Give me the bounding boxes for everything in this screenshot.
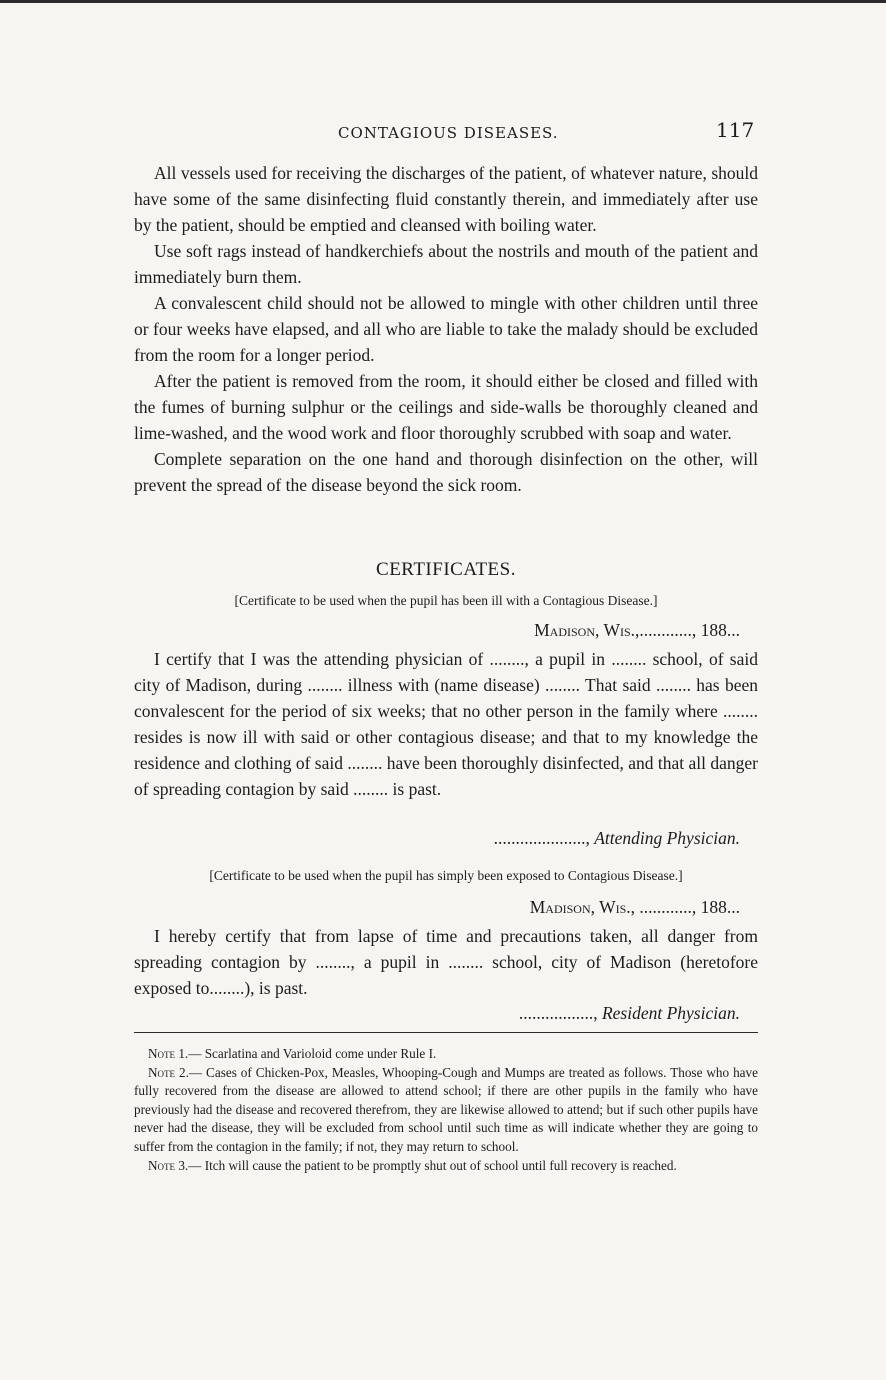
certificate-2-signature bbox=[134, 1003, 740, 1024]
paragraph-convalescent: A convalescent child should not be allowed to mingle with other children until three or four weeks have elapsed, and all who are liable to take the malady should be excluded from the room for a longer period. bbox=[134, 293, 758, 365]
note-3-text: — Itch will cause the patient to be promptly shut out of school until full recovery is reached. bbox=[188, 1157, 677, 1173]
certificate-1-caption: [Certificate to be used when the pupil has been ill with a Contagious Disease.] bbox=[234, 593, 658, 608]
body-text bbox=[134, 160, 758, 498]
certificate-1-signature-blank: ....................., bbox=[493, 828, 595, 848]
certificate-1-body bbox=[134, 646, 758, 802]
certificate-2-signature-role: Resident Physician. bbox=[601, 1003, 740, 1023]
paragraph-room-disinfection: After the patient is removed from the room, it should either be closed and filled with the fumes of burning sulphur or the ceilings and side-walls be thoroughly cleaned and lime-washed, and the wood work and floor thoroughly scrubbed with soap and water. bbox=[134, 371, 758, 443]
paragraph-soft-rags: Use soft rags instead of handkerchiefs about the nostrils and mouth of the patient and immediately burn them. bbox=[134, 241, 758, 287]
page-number: 117 bbox=[716, 118, 755, 142]
note-1-text: — Scarlatina and Varioloid come under Rule I. bbox=[188, 1046, 437, 1061]
running-head bbox=[0, 118, 886, 148]
certificate-1-place: Madison, Wis. bbox=[534, 620, 635, 640]
certificate-2-signature-blank: ................., bbox=[518, 1003, 602, 1023]
certificate-1-text: I certify that I was the attending physician of ........, a pupil in ........ school, of said city of Madison, during ........ illness with (name disease) ........ That said ........ has been convalescent for the period of six weeks; that no other person in the family where ........ resides is now ill with said or other contagious disease; and that to my knowledge the residence and clothing of said ........ have been thoroughly disinfected, and that all danger of spreading contagion by said ........ is past. bbox=[134, 649, 758, 799]
certificate-2-body bbox=[134, 923, 758, 1001]
certificate-1-date-blank: ,............, 188... bbox=[635, 620, 740, 640]
certificate-2-dateline bbox=[134, 897, 740, 918]
certificate-2-text: I hereby certify that from lapse of time and precautions taken, all danger from spreading contagion by ........, a pupil in ........ school, city of Madison (heretofore exposed to........), is past. bbox=[134, 926, 758, 998]
certificates-heading: CERTIFICATES. bbox=[376, 559, 516, 580]
certificate-2-date-blank: , ............, 188... bbox=[630, 897, 740, 917]
certificate-1-signature bbox=[134, 828, 740, 849]
note-1 bbox=[134, 1045, 758, 1064]
paragraph-separation: Complete separation on the one hand and thorough disinfection on the other, will prevent the spread of the disease beyond the sick room. bbox=[134, 449, 758, 495]
running-title: CONTAGIOUS DISEASES. bbox=[338, 124, 559, 142]
certificate-2-place: Madison, Wis. bbox=[529, 897, 631, 917]
note-2 bbox=[134, 1064, 758, 1157]
certificate-2-caption: [Certificate to be used when the pupil has simply been exposed to Contagious Disease.] bbox=[209, 868, 683, 883]
note-1-label: Note 1. bbox=[148, 1046, 189, 1061]
certificate-1-signature-role: Attending Physician. bbox=[594, 828, 740, 848]
note-3 bbox=[134, 1157, 758, 1176]
footnotes bbox=[134, 1045, 758, 1175]
top-border-rule bbox=[0, 0, 886, 3]
note-2-text: — Cases of Chicken-Pox, Measles, Whooping-Cough and Mumps are treated as follows. Those who have fully recovered from the disease are allowed to attend school; if there are other pupils in the family who have previously had the disease and recovered therefrom, they are likewise allowed to attend; but if such other pupils have never had the disease, they will be excluded from school until such time as will indicate whether they are going to suffer from the contagion in the family; if not, they may return to school. bbox=[134, 1064, 758, 1154]
footnote-separator bbox=[134, 1032, 758, 1033]
note-3-label: Note 3. bbox=[148, 1157, 189, 1173]
certificate-1-dateline bbox=[134, 620, 740, 641]
paragraph-vessels: All vessels used for receiving the discharges of the patient, of whatever nature, should have some of the same disinfecting fluid constantly therein, and immediately after use by the patient, should be emptied and cleansed with boiling water. bbox=[134, 163, 758, 235]
note-2-label: Note 2. bbox=[148, 1064, 189, 1080]
